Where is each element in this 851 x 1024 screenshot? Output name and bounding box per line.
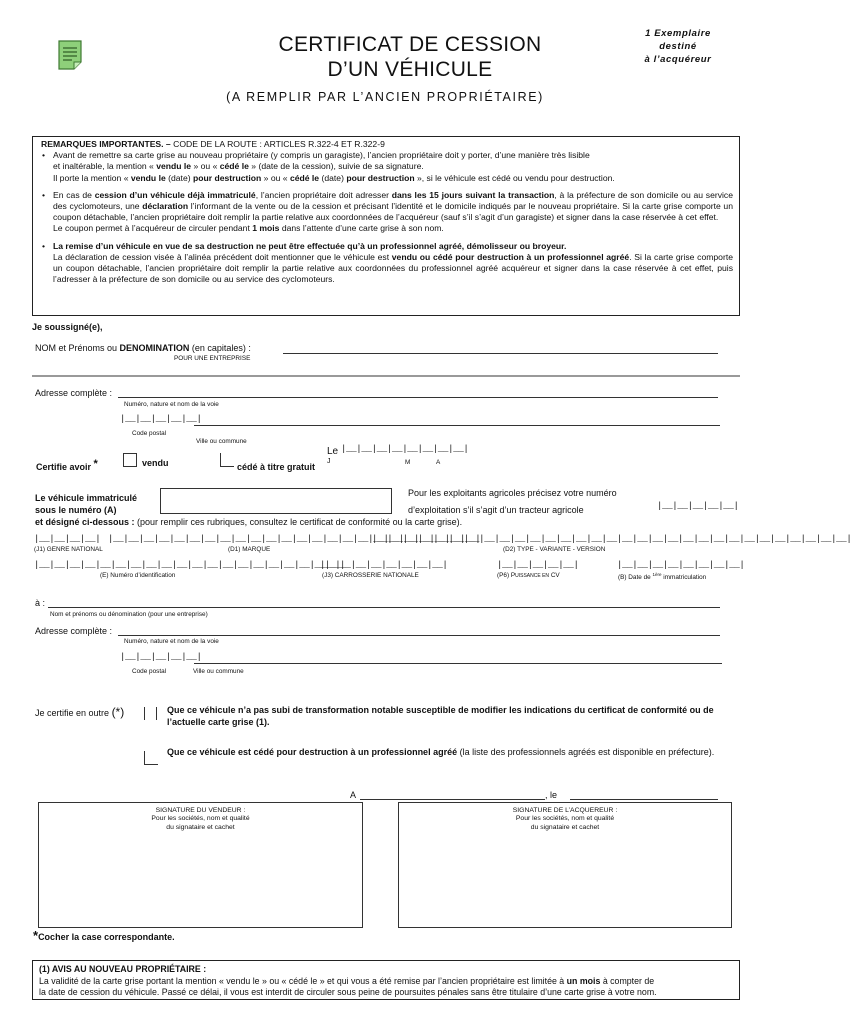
j3-hint: (J3) CARROSSERIE NATIONALE [322,572,419,579]
remarks-bullet-3: • La remise d’un véhicule en vue de sa destruction ne peut être effectuée qu’à un professionnel agréé, démolisseur ou broyeur. La déclaration de cession visée à l’alinéa précédent doit mentionner que le véhicule est vendu ou cédé pour destruction à un professionnel agréé. Si la carte grise comporte un coupon détachable, l’ancien propriétaire doit remplir la partie relative aux coordonnées du professionnel agréé acquéreur et signer dans la case réservée à cet effet, puis l’adresser à la préfecture de son domicile ou au service des cyclomoteurs. [41,241,733,286]
notice-line-1: La validité de la carte grise portant la mention « vendu le » ou « cédé le » et qui vous a été remise par l’ancien propriétaire est limitée à un mois à compter de [39,975,655,986]
new-owner-notice-box [32,960,740,1000]
notice-line-2: la date de cession du véhicule. Passé ce délai, il vous est interdit de circuler sous peine de poursuites pénales sans être titulaire d’une carte grise à votre nom. [39,987,657,997]
signature-date-field[interactable] [570,789,718,800]
buyer-postcode-hint: Code postal [132,668,167,675]
buyer-signature-box[interactable] [398,802,732,928]
transformation-checkbox[interactable] [156,707,157,720]
je-soussigne-label: Je soussigné(e), [32,322,103,332]
buyer-street-hint: Numéro, nature et nom de la voie [124,638,219,645]
seller-postcode-field[interactable]: |__|__|__|__|__| [120,414,202,424]
seller-postcode-hint: Code postal [132,430,167,437]
exploitant-label-2: d’exploitation s’il s’agit d’un tracteur agricole [408,505,584,515]
seller-name-field[interactable] [283,343,718,354]
cede-label: cédé à titre gratuit [237,462,316,472]
d2-hint: (D2) TYPE - VARIANTE - VERSION [503,546,606,553]
title-line-2: D’UN VÉHICULE [327,58,493,81]
je-certifie-label: Je certifie en outre (*) [35,705,125,719]
destruction-checkbox[interactable] [144,751,158,765]
immatriculation-label: Le véhicule immatriculé sous le numéro (A) [35,493,138,515]
date-le-label: Le [327,446,339,457]
remarks-bullet-2: • En cas de cession d’un véhicule déjà immatriculé, l’ancien propriétaire doit adresser dans les 15 jours suivant la transaction, à la préfecture de son domicile ou au service des cyclomoteurs, une déclaration l’informant de la vente ou de la cession et précisant l’identité et le domicile indiqués par le nouveau propriétaire. Si la carte grise comporte un coupon détachable, l’ancien propriétaire doit remplir la partie relative aux coordonnées de l’acquéreur (sauf s’il s’agit d’un garagiste) et signer dans la case réservée à cet effet. Le coupon permet à l’acquéreur de circuler pendant 1 mois dans l’attente d’une carte grise à son nom. [41,190,733,235]
remarks-bullet-1: • Avant de remettre sa carte grise au nouveau propriétaire (y compris un garagiste), l’ancien propriétaire doit y porter, d’une manière très lisible et inaltérable, la mention « vendu le » ou « cédé le » (date de la cession), suivie de sa signature. Il porte la mention « vendu le (date) pour destruction » ou « cédé le (date) pour destruction », si le véhicule est cédé ou vendu pour destruction. [41,150,733,184]
seller-signature-box[interactable] [38,802,363,928]
vendu-label: vendu [142,458,169,468]
copies-line-1: 1 Exemplaire [645,28,711,39]
b-hint: (B) Date de $^{1ère}$ immatriculation [618,572,707,582]
buyer-postcode-field[interactable]: |__|__|__|__|__| [120,652,202,662]
j1-hint: (J1) GENRE NATIONAL [34,546,103,553]
vendu-checkbox[interactable] [123,453,137,467]
seller-signature-title: SIGNATURE DU VENDEUR : [155,807,246,814]
registration-number-field[interactable] [160,488,392,514]
e-hint: (E) Numéro d’identification [100,572,176,579]
copy-destination-note [618,27,738,66]
certify-divider [144,707,145,720]
e-vin-field[interactable]: |__|__|__|__|__|__|__|__|__|__|__|__|__|__|__|__|__|__|__|__| [34,560,346,570]
destruction-text: Que ce véhicule est cédé pour destruction à un professionnel agréé (la liste des professionnels agréés est disponible en préfecture). [167,747,715,757]
date-day-hint: J [327,458,331,465]
date-year-hint: A [436,459,441,466]
title-line-1: CERTIFICAT DE CESSION [278,33,542,56]
d2-type-field[interactable]: |__|__|__|__|__|__|__|__|__|__|__|__|__|__|__|__|__|__|__|__|__|__|__|__|__|__|__|__|__|__|__| [372,534,851,544]
seller-address-label: Adresse complète : [35,388,113,398]
important-remarks-box [32,136,740,316]
designe-label: et désigné ci-dessous : (pour remplir ces rubriques, consultez le certificat de conformité ou la carte grise). [35,517,463,527]
date-month-hint: M [405,459,411,466]
buyer-address-label: Adresse complète : [35,626,113,636]
buyer-a-label: à : [35,598,46,608]
b-first-registration-field[interactable]: |__|__|__|__|__|__|__|__| [617,560,745,570]
buyer-address-field[interactable] [118,625,720,636]
no-transformation-text: Que ce véhicule n’a pas subi de transformation notable susceptible de modifier les indications du certificat de conformité ou de l’actuelle carte grise (1). [167,705,714,727]
remarks-heading: REMARQUES IMPORTANTES. – CODE DE LA ROUTE : ARTICLES R.322-4 ET R.322-9 [41,139,385,149]
exploitant-label-1: Pour les exploitants agricoles précisez votre numéro [408,488,617,498]
d1-marque-field[interactable]: |__|__|__|__|__|__|__|__|__|__|__|__|__|__|__|__|__|__|__|__|__|__|__|__| [108,534,481,544]
certifie-avoir-label: Certifie avoir * [36,458,98,472]
place-a-label: A [350,790,357,800]
notice-title: (1) AVIS AU NOUVEAU PROPRIÉTAIRE : [39,964,207,974]
seller-street-hint: Numéro, nature et nom de la voie [124,401,219,408]
signature-place-field[interactable] [360,789,545,800]
copies-line-2: destiné [659,41,697,52]
p6-hint: (P6) PUISSANCE EN CV [497,572,560,579]
buyer-signature-hint-1: Pour les sociétés, nom et qualité [515,815,615,823]
buyer-name-hint: Nom et prénoms ou dénomination (pour une entreprise) [50,611,208,618]
farm-number-field[interactable]: |__|__|__|__|__| [657,501,739,511]
copies-line-3: à l’acquéreur [644,54,712,65]
seller-city-hint: Ville ou commune [196,438,247,445]
seller-city-field[interactable] [194,414,720,426]
buyer-name-field[interactable] [48,597,720,608]
j3-carrosserie-field[interactable]: |__|__|__|__|__|__|__|__| [320,560,448,570]
page-subtitle: (A REMPLIR PAR L’ANCIEN PROPRIÉTAIRE) [226,90,544,104]
cede-checkbox[interactable] [220,453,234,467]
footnote: *Cocher la case correspondante. [33,928,175,943]
buyer-signature-hint-2: du signataire et cachet [530,823,600,831]
pour-entreprise-hint: POUR UNE ENTREPRISE [174,355,251,362]
buyer-city-field[interactable] [194,652,722,664]
document-icon [58,40,82,70]
date-le-label-2: , le [545,790,558,800]
seller-name-label: NOM et Prénoms ou DENOMINATION (en capitales) : [35,343,251,353]
p6-puissance-field[interactable]: |__|__|__|__|__| [497,560,579,570]
seller-signature-hint-2: du signataire et cachet [166,823,235,831]
j1-genre-field[interactable]: |__|__|__|__| [34,534,101,544]
buyer-signature-title: SIGNATURE DE L’ACQUEREUR : [512,807,618,814]
section-divider [32,375,740,377]
buyer-city-hint: Ville ou commune [193,668,244,675]
cession-date-field[interactable]: |__|__|__|__|__|__|__|__| [341,444,469,454]
d1-hint: (D1) MARQUE [228,546,271,553]
seller-address-field[interactable] [118,388,718,398]
page-title [200,32,620,82]
seller-signature-hint-1: Pour les sociétés, nom et qualité [151,815,250,823]
